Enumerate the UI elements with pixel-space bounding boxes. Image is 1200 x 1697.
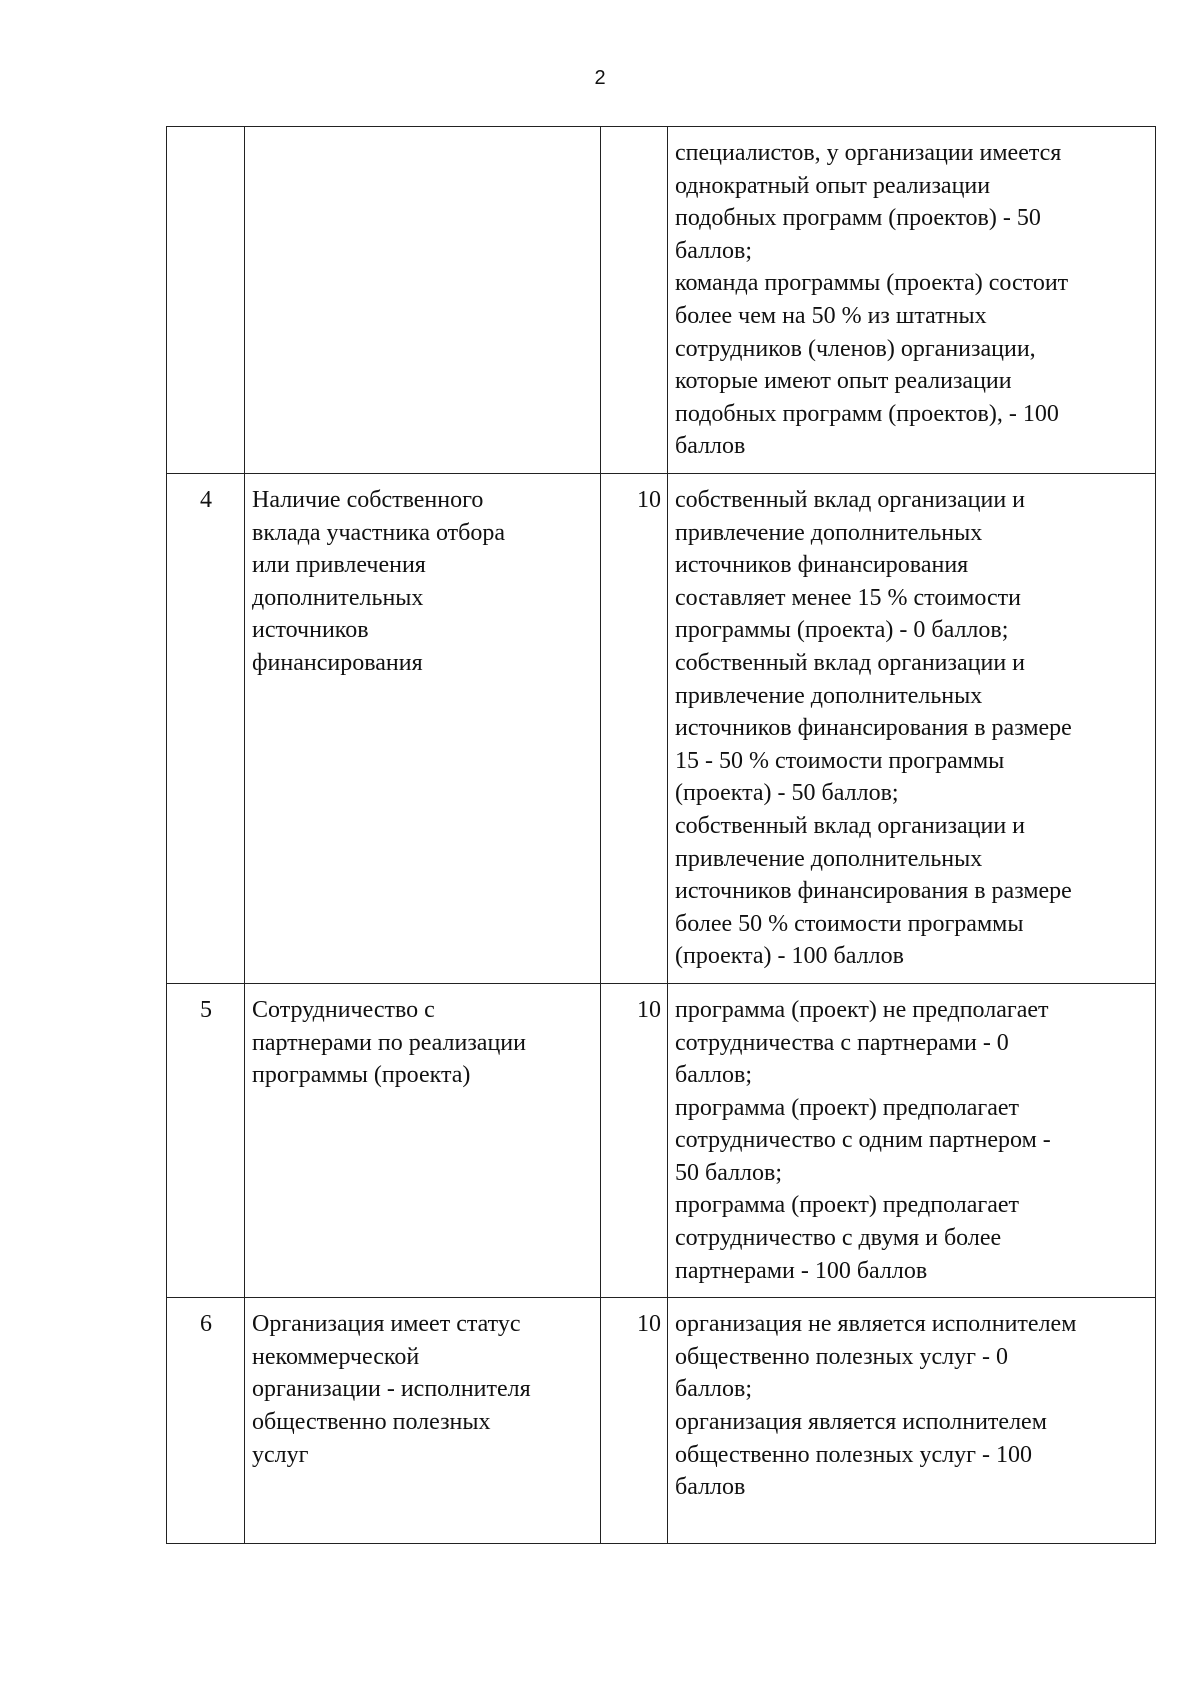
- criterion-name-cell: Сотрудничество с партнерами по реализации программы (проекта): [245, 983, 601, 1297]
- scoring-description-cell: программа (проект) не предполагает сотрудничества с партнерами - 0 баллов; программа (проект) предполагает сотрудничество с одним партнером - 50 баллов; программа (проект) предполагает сотрудничество с двумя и более партнерами - 100 баллов: [668, 983, 1156, 1297]
- table-row: [167, 1298, 1156, 1544]
- scoring-description-cell: собственный вклад организации и привлечение дополнительных источников финансирования составляет менее 15 % стоимости программы (проекта) - 0 баллов; собственный вклад организации и привлечение дополнительных источников финансирования в размере 15 - 50 % стоимости программы (проекта) - 50 баллов; собственный вклад организации и привлечение дополнительных источников финансирования в размере более 50 % стоимости программы (проекта) - 100 баллов: [668, 474, 1156, 984]
- page-number: 2: [594, 67, 606, 89]
- row-number-cell: 4: [167, 474, 245, 984]
- weight-cell: [601, 127, 668, 474]
- weight-cell: 10: [601, 1298, 668, 1544]
- row-number-cell: [167, 127, 245, 474]
- table-row: [167, 474, 1156, 984]
- weight-cell: 10: [601, 983, 668, 1297]
- row-number-cell: 6: [167, 1298, 245, 1544]
- criteria-table: [166, 126, 1156, 1544]
- criterion-name-cell: Наличие собственного вклада участника отбора или привлечения дополнительных источников финансирования: [245, 474, 601, 984]
- scoring-description-cell: специалистов, у организации имеется однократный опыт реализации подобных программ (проектов) - 50 баллов; команда программы (проекта) состоит более чем на 50 % из штатных сотрудников (членов) организации, которые имеют опыт реализации подобных программ (проектов), - 100 баллов: [668, 127, 1156, 474]
- table-row: [167, 983, 1156, 1297]
- row-number-cell: 5: [167, 983, 245, 1297]
- criterion-name-cell: Организация имеет статус некоммерческой организации - исполнителя общественно полезных услуг: [245, 1298, 601, 1544]
- scoring-description-cell: организация не является исполнителем общественно полезных услуг - 0 баллов; организация является исполнителем общественно полезных услуг - 100 баллов: [668, 1298, 1156, 1544]
- table-row: [167, 127, 1156, 474]
- weight-cell: 10: [601, 474, 668, 984]
- criterion-name-cell: [245, 127, 601, 474]
